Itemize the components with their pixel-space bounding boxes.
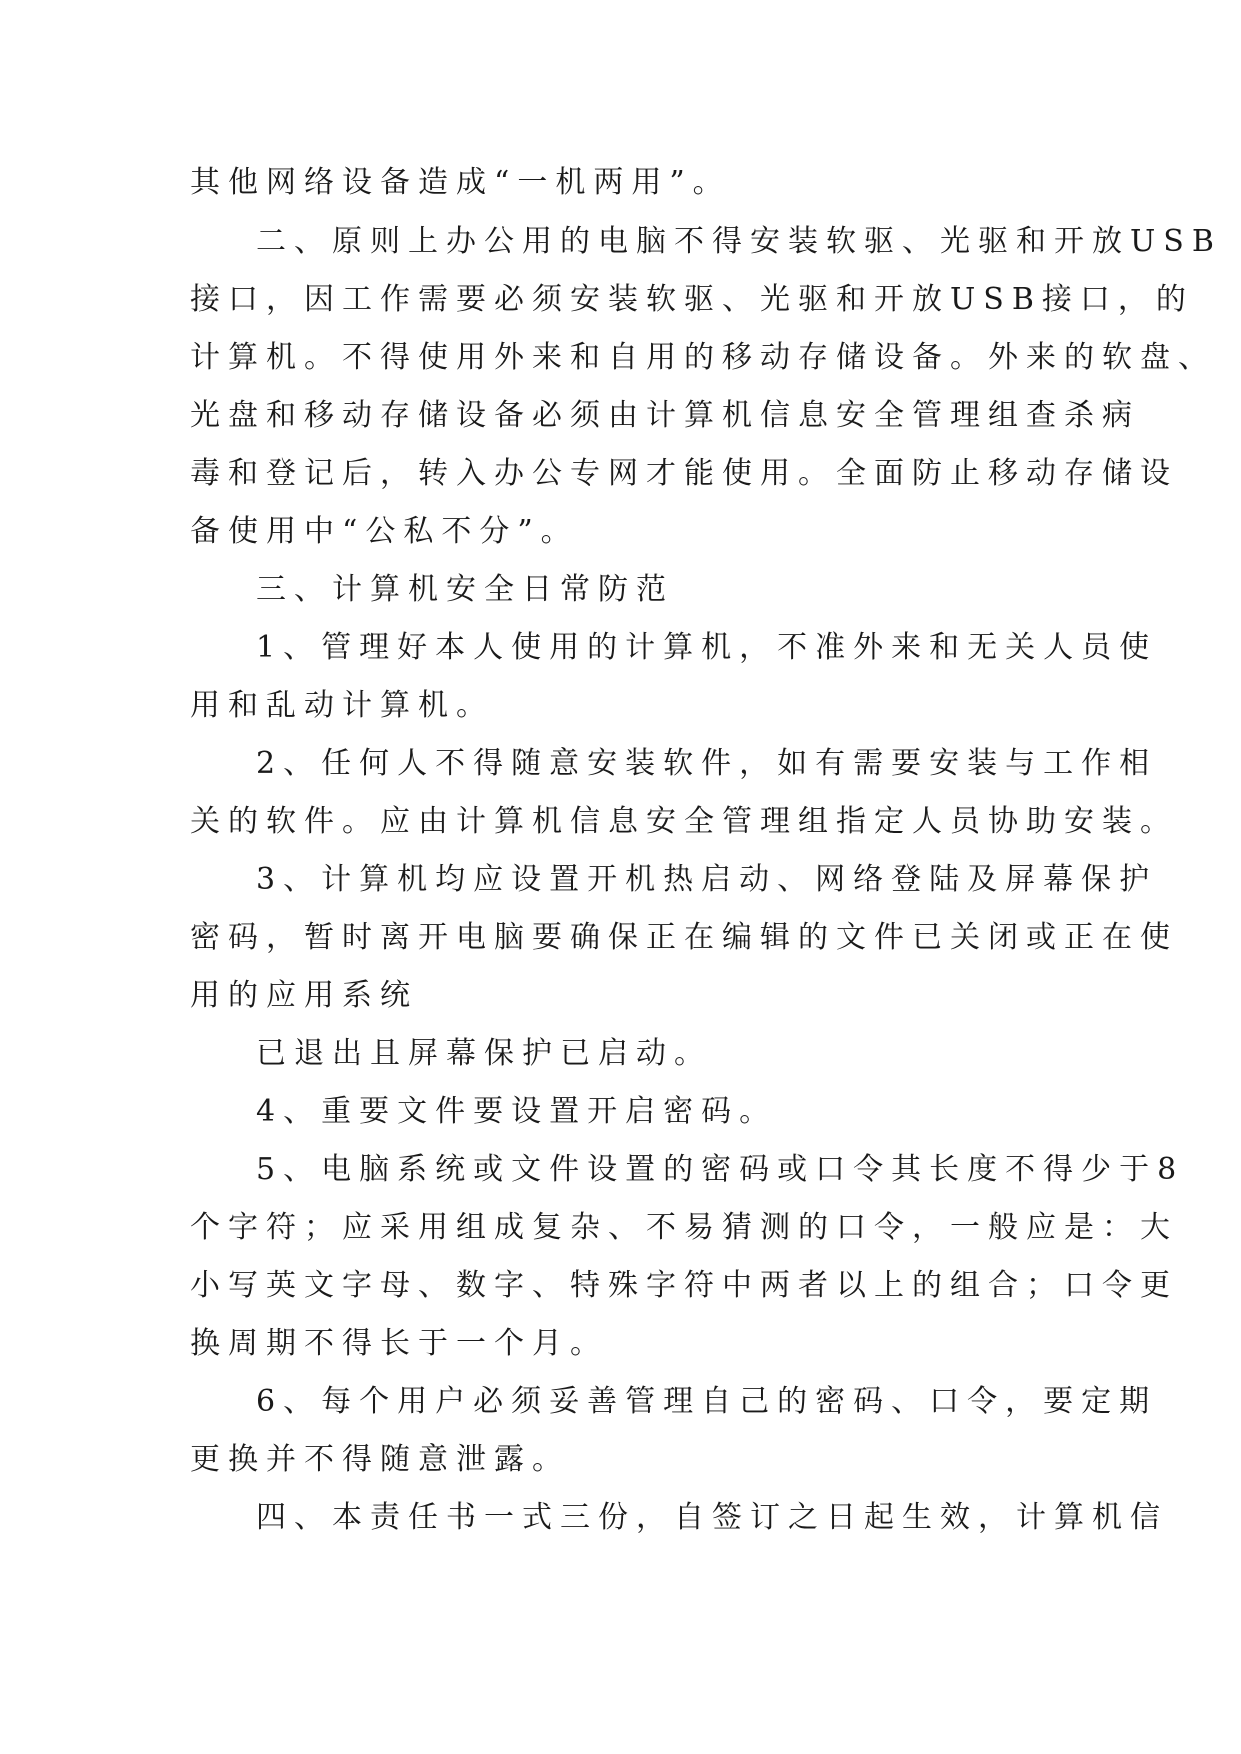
text-line: 二、原则上办公用的电脑不得安装软驱、光驱和开放USB bbox=[256, 224, 1222, 259]
text-line: 1、管理好本人使用的计算机，不准外来和无关人员使 bbox=[256, 630, 1158, 665]
text-line: 5、电脑系统或文件设置的密码或口令其长度不得少于8 bbox=[256, 1152, 1185, 1187]
text-line: 四、本责任书一式三份，自签订之日起生效，计算机信 bbox=[256, 1500, 1168, 1535]
text-line: 小写英文字母、数字、特殊字符中两者以上的组合；口令更 bbox=[190, 1268, 1178, 1303]
text-line: 个字符；应采用组成复杂、不易猜测的口令，一般应是：大 bbox=[190, 1210, 1178, 1245]
text-line: 用的应用系统 bbox=[190, 978, 418, 1013]
text-line: 备使用中“公私不分”。 bbox=[190, 514, 579, 549]
text-line: 光盘和移动存储设备必须由计算机信息安全管理组查杀病 bbox=[190, 398, 1140, 433]
text-line: 密码，暂时离开电脑要确保正在编辑的文件已关闭或正在使 bbox=[190, 920, 1178, 955]
text-line: 2、任何人不得随意安装软件，如有需要安装与工作相 bbox=[256, 746, 1158, 781]
text-line: 更换并不得随意泄露。 bbox=[190, 1442, 570, 1477]
text-line: 用和乱动计算机。 bbox=[190, 688, 494, 723]
text-line: 毒和登记后，转入办公专网才能使用。全面防止移动存储设 bbox=[190, 456, 1178, 491]
text-line: 换周期不得长于一个月。 bbox=[190, 1326, 608, 1361]
text-line: 接口，因工作需要必须安装软驱、光驱和开放USB接口，的 bbox=[190, 282, 1194, 317]
text-line: 关的软件。应由计算机信息安全管理组指定人员协助安装。 bbox=[190, 804, 1178, 839]
text-line: 计算机。不得使用外来和自用的移动存储设备。外来的软盘、 bbox=[190, 340, 1216, 375]
text-line: 4、重要文件要设置开启密码。 bbox=[256, 1094, 778, 1129]
text-line: 三、计算机安全日常防范 bbox=[256, 572, 674, 607]
text-line: 已退出且屏幕保护已启动。 bbox=[256, 1036, 712, 1071]
text-line: 其他网络设备造成“一机两用”。 bbox=[190, 165, 731, 200]
text-line: 6、每个用户必须妥善管理自己的密码、口令，要定期 bbox=[256, 1384, 1158, 1419]
text-line: 3、计算机均应设置开机热启动、网络登陆及屏幕保护 bbox=[256, 862, 1158, 897]
